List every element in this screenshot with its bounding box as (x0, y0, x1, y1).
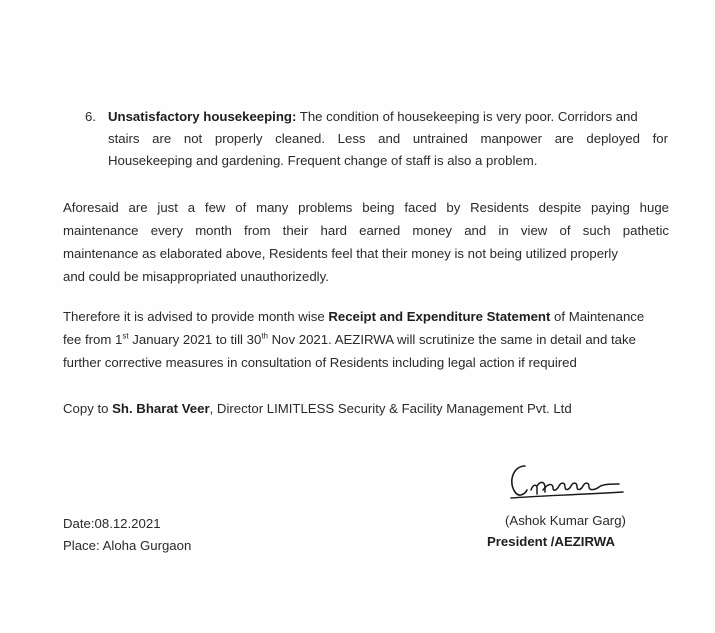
copy-to-rest: , Director LIMITLESS Security & Facility Management Pvt. Ltd (209, 401, 572, 416)
item6-line1-text: The condition of housekeeping is very poor. Corridors and (296, 109, 638, 124)
therefore-l2-b: January 2021 to till 30 (128, 332, 262, 347)
therefore-l1-post: of Maintenance (550, 309, 645, 324)
aforesaid-line1: Aforesaid are just a few of many problems being faced by Residents despite paying huge (63, 200, 669, 215)
copy-to-prefix: Copy to (63, 401, 113, 416)
copy-to-line (63, 398, 572, 420)
copy-to-name: Sh. Bharat Veer (112, 401, 210, 416)
signature-mark (503, 460, 633, 505)
therefore-line1 (63, 306, 644, 328)
signatory-designation: President /AEZIRWA (487, 534, 615, 549)
item6-line2: stairs are not properly cleaned. Less and untrained manpower are deployed for (108, 131, 668, 146)
date-text: Date:08.12.2021 (63, 516, 161, 531)
item6-line3: Housekeeping and gardening. Frequent change of staff is also a problem. (108, 153, 538, 168)
aforesaid-line2: maintenance every month from their hard earned money and in view of such pathetic (63, 223, 669, 238)
place-text: Place: Aloha Gurgaon (63, 538, 192, 553)
therefore-line2 (63, 329, 636, 351)
sup-st: st (122, 331, 129, 341)
item-number: 6. (85, 109, 96, 124)
sup-th: th (261, 331, 268, 341)
therefore-l2-c: Nov 2021. AEZIRWA will scrutinize the same in detail and take (267, 332, 636, 347)
therefore-l1-pre: Therefore it is advised to provide month wise (63, 309, 329, 324)
aforesaid-line3: maintenance as elaborated above, Residents feel that their money is not being utilized properly (63, 246, 618, 261)
therefore-line3: further corrective measures in consultation of Residents including legal action if required (63, 355, 577, 370)
aforesaid-line4: and could be misappropriated unauthorizedly. (63, 269, 329, 284)
statement-name: Receipt and Expenditure Statement (328, 309, 551, 324)
signatory-name: (Ashok Kumar Garg) (505, 513, 626, 528)
item6-line1 (108, 106, 638, 128)
item6-heading: Unsatisfactory housekeeping: (108, 109, 297, 124)
therefore-l2-a: fee from 1 (63, 332, 123, 347)
